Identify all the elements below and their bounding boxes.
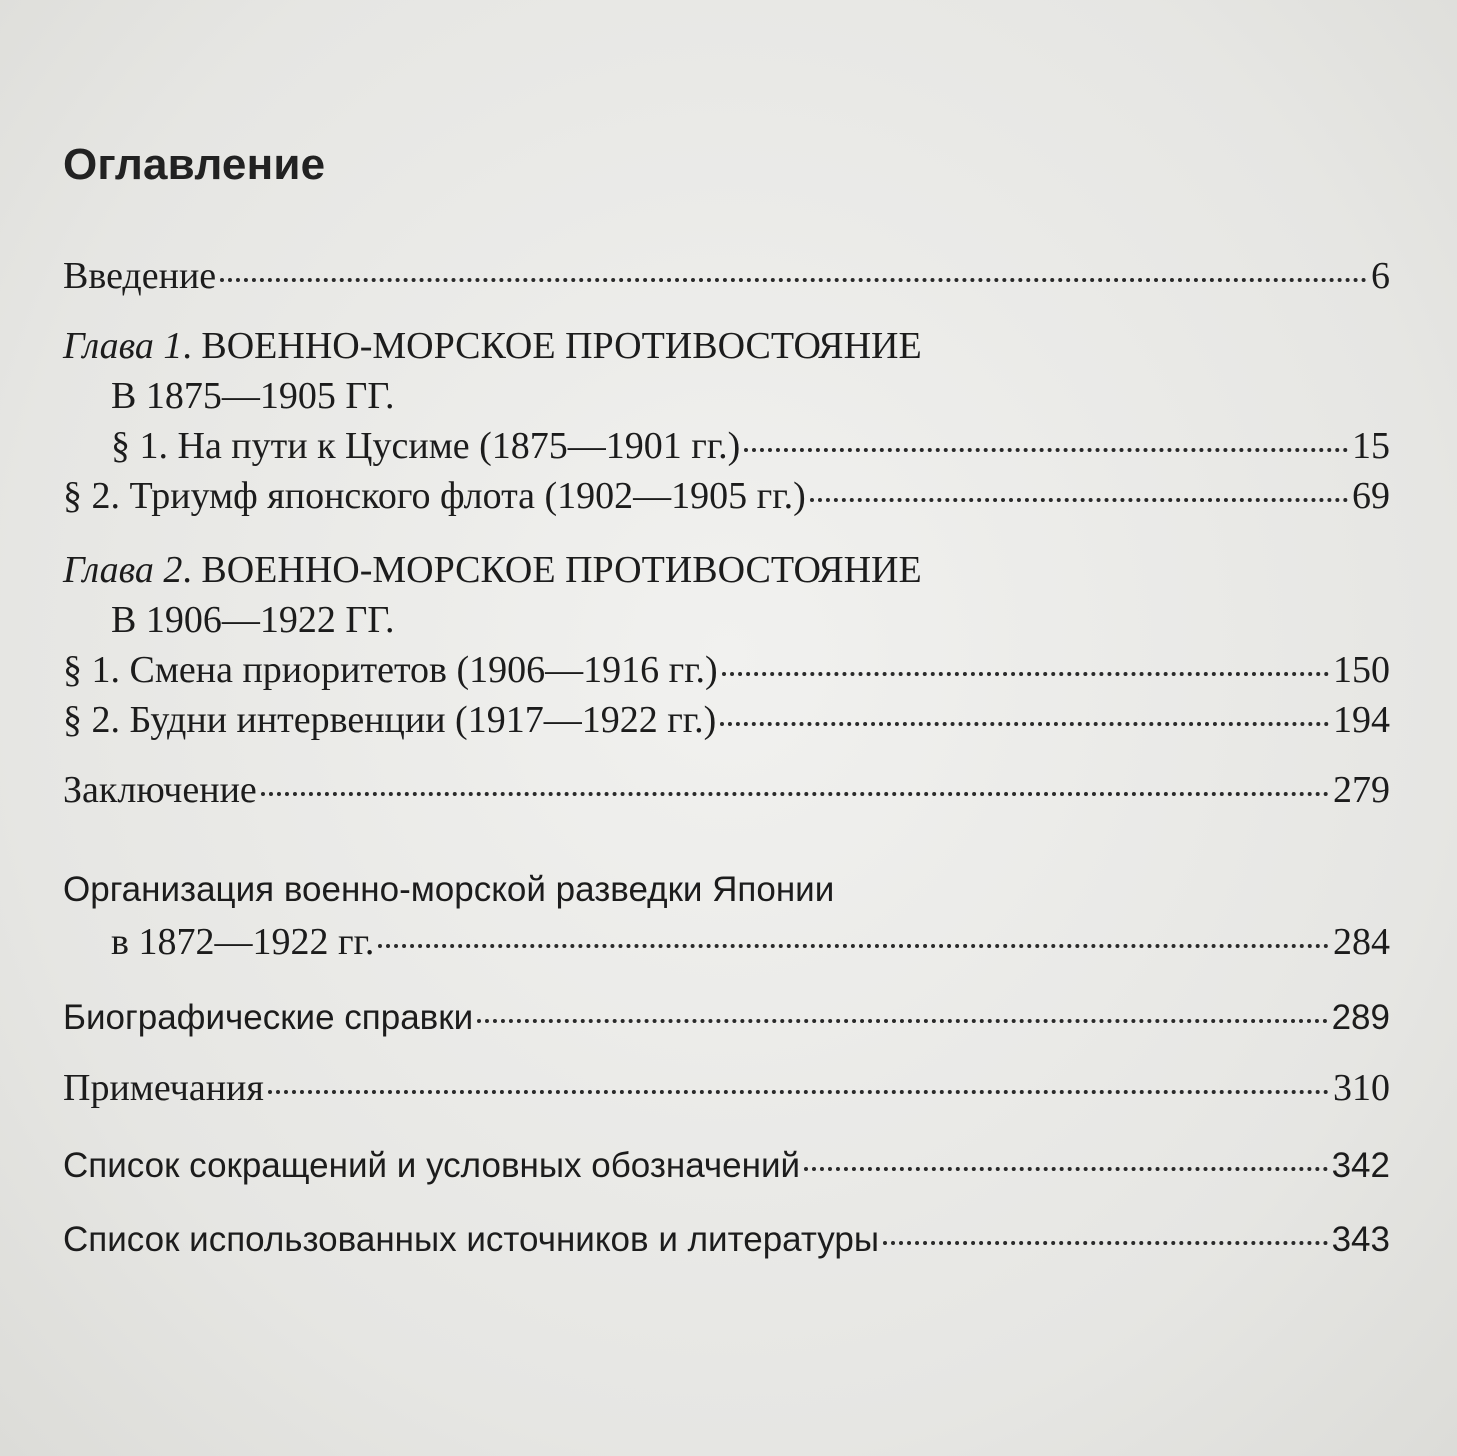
- toc-entry-label: Заключение: [63, 769, 257, 811]
- chapter-2-heading[interactable]: [63, 547, 1390, 593]
- leader-dots: [722, 672, 1329, 676]
- leader-dots: [744, 448, 1348, 452]
- toc-entry-appendix-line1[interactable]: Организация военно-морской разведки Японии: [63, 870, 835, 909]
- toc-entry-page: 69: [1352, 475, 1390, 517]
- toc-entry-page: 150: [1333, 649, 1390, 691]
- toc-entry-label: § 1. На пути к Цусиме (1875—1901 гг.): [111, 425, 741, 467]
- toc-entry-label: Примечания: [63, 1067, 264, 1109]
- chapter-1-period: В 1875—1905 ГГ.: [111, 375, 395, 417]
- toc-entry-label: Биографические справки: [63, 998, 474, 1037]
- toc-entry-ch1-s1[interactable]: [111, 423, 1390, 469]
- toc-entry-page: 284: [1333, 921, 1390, 963]
- leader-dots: [810, 498, 1348, 502]
- leader-dots: [378, 944, 1329, 948]
- toc-entry-label: Введение: [63, 255, 217, 297]
- toc-entry-page: 15: [1352, 425, 1390, 467]
- toc-entry-label: Список сокращений и условных обозначений: [63, 1146, 801, 1185]
- toc-entry-label: в 1872—1922 гг.: [111, 921, 375, 963]
- toc-entry-notes[interactable]: [63, 1065, 1390, 1111]
- toc-entry-ch2-s1[interactable]: [63, 647, 1390, 693]
- chapter-prefix: Глава 2: [63, 549, 183, 591]
- leader-dots: [883, 1241, 1328, 1245]
- chapter-1-heading[interactable]: [63, 323, 1390, 369]
- chapter-prefix: Глава 1: [63, 325, 183, 367]
- leader-dots: [268, 1090, 1329, 1094]
- toc-entry-biographies[interactable]: [63, 995, 1390, 1041]
- toc-entry-label: Список использованных источников и литературы: [63, 1220, 880, 1259]
- toc-entry-label: § 1. Смена приоритетов (1906—1916 гг.): [63, 649, 718, 691]
- page-title: Оглавление: [63, 140, 326, 189]
- toc-entry-page: 279: [1333, 769, 1390, 811]
- toc-entry-page: 343: [1331, 1220, 1390, 1259]
- toc-entry-label: § 2. Будни интервенции (1917—1922 гг.): [63, 699, 717, 741]
- toc-entry-ch1-s2[interactable]: [63, 473, 1390, 519]
- toc-entry-sources[interactable]: [63, 1217, 1390, 1263]
- chapter-2-period: В 1906—1922 ГГ.: [111, 599, 395, 641]
- toc-entry-page: 310: [1333, 1067, 1390, 1109]
- chapter-title: . ВОЕННО-МОРСКОЕ ПРОТИВОСТОЯНИЕ: [182, 325, 922, 367]
- toc-entry-page: 194: [1333, 699, 1390, 741]
- toc-entry-intro[interactable]: [63, 253, 1390, 299]
- leader-dots: [477, 1019, 1327, 1023]
- toc-entry-ch2-s2[interactable]: [63, 697, 1390, 743]
- toc-entry-conclusion[interactable]: [63, 767, 1390, 813]
- toc-entry-abbreviations[interactable]: [63, 1143, 1390, 1189]
- toc-entry-page: 6: [1371, 255, 1390, 297]
- toc-entry-page: 289: [1331, 998, 1390, 1037]
- leader-dots: [261, 792, 1329, 796]
- toc-entry-label: § 2. Триумф японского флота (1902—1905 гг.): [63, 475, 806, 517]
- leader-dots: [220, 278, 1367, 282]
- toc-entry-appendix[interactable]: [111, 919, 1390, 965]
- chapter-title: . ВОЕННО-МОРСКОЕ ПРОТИВОСТОЯНИЕ: [182, 549, 922, 591]
- leader-dots: [720, 722, 1329, 726]
- leader-dots: [804, 1167, 1328, 1171]
- toc-entry-page: 342: [1331, 1146, 1390, 1185]
